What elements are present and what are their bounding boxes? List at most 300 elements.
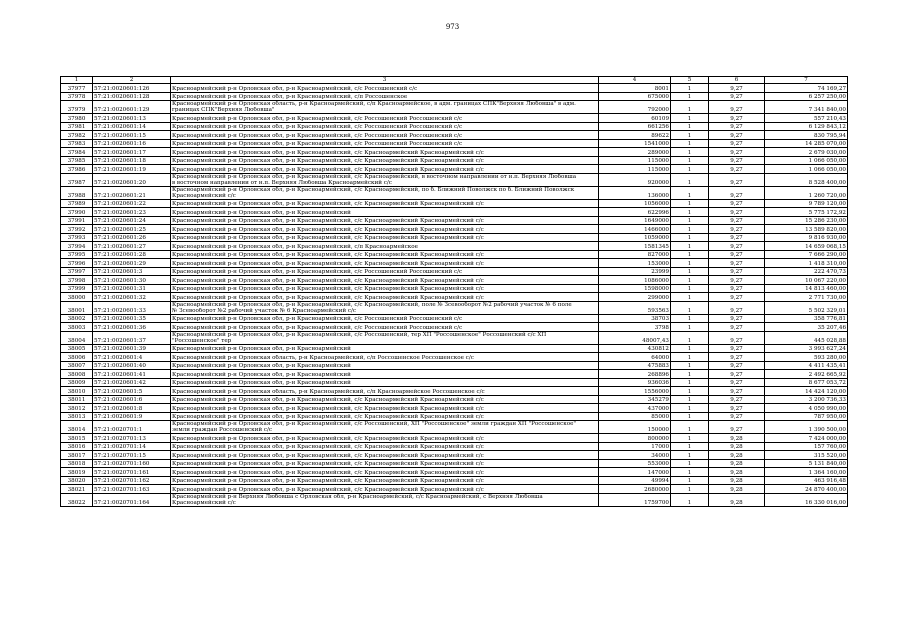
area-value: 661256 [599, 122, 671, 131]
rate-value: 9,27 [709, 259, 765, 268]
rate-value: 9,27 [709, 216, 765, 225]
rate-value: 9,27 [709, 186, 765, 199]
address-line: Красноармейский р-н Орловская обл, р-н Красноармейский, с/с Красноармейский Красноармейский с/с [172, 405, 484, 412]
cadastral-number: 57:21:0020701:13 [93, 434, 171, 443]
address-cell [171, 216, 599, 225]
area-value: 2680000 [599, 485, 671, 494]
rate-value: 9,27 [709, 148, 765, 157]
cadastral-number: 57:21:0020601:35 [93, 314, 171, 323]
rate-value: 9,27 [709, 131, 765, 140]
cadastral-value: 1 390 500,00 [765, 421, 848, 434]
table-row [61, 208, 848, 217]
address-line: Красноармейский р-н Орловская область, р-н Красноармейский, с/п Россошенское Россошенское с/с [172, 354, 474, 361]
column-header: 4 [599, 77, 671, 84]
table-row [61, 267, 848, 276]
address-cell [171, 412, 599, 421]
cadastral-value: 14 813 460,00 [765, 284, 848, 293]
address-line: Красноармейский р-н Орловская обл, р-н Красноармейский, с/с Красноармейский Красноармейский с/с [172, 277, 484, 284]
coefficient-value: 1 [671, 259, 709, 268]
table-row [61, 485, 848, 494]
coefficient-value: 1 [671, 404, 709, 413]
address-cell [171, 468, 599, 477]
column-header: 2 [93, 77, 171, 84]
area-value: 1466000 [599, 225, 671, 234]
coefficient-value: 1 [671, 92, 709, 101]
address-cell [171, 344, 599, 353]
cadastral-value: 1 364 160,00 [765, 468, 848, 477]
table-row [61, 434, 848, 443]
table-row [61, 442, 848, 451]
rate-value: 9,27 [709, 361, 765, 370]
header-row [61, 77, 848, 84]
address-line: в восточном направлении от н.п. Верхняя Любовша Красноармейский с/с [172, 179, 392, 186]
rate-value: 9,28 [709, 476, 765, 485]
cadastral-number: 57:21:0020601:15 [93, 131, 171, 140]
table-row [61, 131, 848, 140]
cadastral-value: 8 677 053,72 [765, 378, 848, 387]
land-register-table [60, 76, 848, 507]
cadastral-value: 8 528 400,00 [765, 173, 848, 186]
table-row [61, 314, 848, 323]
address-cell [171, 259, 599, 268]
coefficient-value: 1 [671, 434, 709, 443]
address-cell [171, 284, 599, 293]
address-line: Красноармейский р-н Орловская обл, р-н Красноармейский, с/с Красноармейский Красноармейский с/с [172, 414, 484, 420]
cadastral-number: 57:21:0020601:24 [93, 216, 171, 225]
address-cell [171, 395, 599, 404]
cadastral-value: 1 066 050,00 [765, 156, 848, 165]
address-cell [171, 165, 599, 174]
cadastral-value: 14 285 070,00 [765, 139, 848, 148]
row-number: 37995 [61, 250, 93, 259]
address-cell [171, 250, 599, 259]
area-value: 48007,43 [599, 331, 671, 344]
row-number: 38011 [61, 395, 93, 404]
address-line: Красноармейский р-н Орловская обл, р-н Красноармейский, с/с Россошенский с/с [172, 85, 418, 92]
area-value: 153000 [599, 259, 671, 268]
coefficient-value: 1 [671, 323, 709, 332]
coefficient-value: 1 [671, 199, 709, 208]
row-number: 37994 [61, 242, 93, 251]
address-line: Красноармейский р-н Орловская обл, р-н Красноармейский, с/с Красноармейский Красноармейский с/с [172, 235, 484, 241]
row-number: 38010 [61, 387, 93, 396]
address-line: Красноармейский р-н Орловская обл, р-н Красноармейский, с/с Красноармейский Красноармейский с/с [172, 478, 484, 484]
coefficient-value: 1 [671, 156, 709, 165]
rate-value: 9,27 [709, 139, 765, 148]
rate-value: 9,27 [709, 284, 765, 293]
address-line: Красноармейский р-н Орловская обл, р-н Красноармейский, с/с Красноармейский Красноармейский с/с [172, 201, 484, 207]
cadastral-number: 57:21:0020601:6 [93, 395, 171, 404]
cadastral-value: 35 207,46 [765, 323, 848, 332]
coefficient-value: 1 [671, 476, 709, 485]
address-line: Красноармейский р-н Орловская обл, р-н Красноармейский, с/с Россошенский Россошенский с/с [172, 132, 463, 139]
address-line: Красноармейский р-н Орловская обл, р-н Красноармейский, с/с Россошенский Россошенский с/с [172, 115, 463, 122]
address-line: Красноармейский р-н Орловская обл, р-н Красноармейский, с/с Красноармейский Красноармейский с/с [172, 469, 484, 476]
address-line: Красноармейский р-н Орловская обл, р-н Красноармейский, с/п Россошенское [172, 94, 408, 100]
area-value: 1059000 [599, 233, 671, 242]
table-row [61, 242, 848, 251]
area-value: 1086000 [599, 276, 671, 285]
coefficient-value: 1 [671, 451, 709, 460]
coefficient-value: 1 [671, 173, 709, 186]
coefficient-value: 1 [671, 378, 709, 387]
table-row [61, 493, 848, 506]
row-number: 38000 [61, 293, 93, 302]
address-cell [171, 131, 599, 140]
cadastral-number: 57:21:0020601:14 [93, 122, 171, 131]
address-cell [171, 92, 599, 101]
area-value: 1556000 [599, 387, 671, 396]
area-value: 1541000 [599, 139, 671, 148]
table-row [61, 148, 848, 157]
address-cell [171, 114, 599, 123]
table-row [61, 344, 848, 353]
cadastral-number: 57:21:0020601:5 [93, 387, 171, 396]
row-number: 38008 [61, 370, 93, 379]
address-cell [171, 493, 599, 506]
table-row [61, 404, 848, 413]
coefficient-value: 1 [671, 267, 709, 276]
address-line: Красноармейский р-н Верхняя Любовша с Орловская обл, р-н Красноармейский, с/с Красноармейский, с Верхняя Любовша [172, 493, 543, 500]
cadastral-value: 13 589 820,00 [765, 225, 848, 234]
area-value: 792000 [599, 101, 671, 114]
address-cell [171, 451, 599, 460]
area-value: 115000 [599, 165, 671, 174]
area-value: 136000 [599, 186, 671, 199]
row-number: 37988 [61, 186, 93, 199]
column-header: 1 [61, 77, 93, 84]
address-cell [171, 101, 599, 114]
cadastral-value: 315 520,00 [765, 451, 848, 460]
table-row [61, 361, 848, 370]
address-cell [171, 156, 599, 165]
cadastral-number: 57:21:0020601:8 [93, 404, 171, 413]
area-value: 827000 [599, 250, 671, 259]
table-row [61, 173, 848, 186]
rate-value: 9,27 [709, 276, 765, 285]
coefficient-value: 1 [671, 216, 709, 225]
row-number: 37998 [61, 276, 93, 285]
area-value: 85000 [599, 412, 671, 421]
coefficient-value: 1 [671, 370, 709, 379]
cadastral-value: 24 870 400,00 [765, 485, 848, 494]
rate-value: 9,28 [709, 451, 765, 460]
cadastral-number: 57:21:0020601:37 [93, 331, 171, 344]
area-value: 1598000 [599, 284, 671, 293]
row-number: 37984 [61, 148, 93, 157]
cadastral-number: 57:21:0020601:19 [93, 165, 171, 174]
coefficient-value: 1 [671, 122, 709, 131]
rate-value: 9,27 [709, 421, 765, 434]
address-line: Красноармейский р-н Орловская обл, р-н Красноармейский [172, 346, 351, 352]
coefficient-value: 1 [671, 493, 709, 506]
table-row [61, 395, 848, 404]
cadastral-value: 7 424 000,00 [765, 434, 848, 443]
rate-value: 9,27 [709, 353, 765, 362]
address-cell [171, 186, 599, 199]
area-value: 1649000 [599, 216, 671, 225]
coefficient-value: 1 [671, 148, 709, 157]
address-cell [171, 404, 599, 413]
table-row [61, 101, 848, 114]
table-row [61, 387, 848, 396]
address-cell [171, 459, 599, 468]
row-number: 37991 [61, 216, 93, 225]
row-number: 38006 [61, 353, 93, 362]
cadastral-number: 57:21:0020601:28 [93, 250, 171, 259]
address-line: Красноармейский р-н Орловская обл, р-н Красноармейский, с/с Красноармейский Красноармейский с/с [172, 226, 484, 233]
table-row [61, 92, 848, 101]
address-cell [171, 442, 599, 451]
address-cell [171, 421, 599, 434]
table-row [61, 114, 848, 123]
cadastral-number: 57:21:0020601:36 [93, 323, 171, 332]
cadastral-value: 14 424 120,00 [765, 387, 848, 396]
row-number: 37990 [61, 208, 93, 217]
table-row [61, 353, 848, 362]
cadastral-value: 5 775 172,92 [765, 208, 848, 217]
row-number: 38009 [61, 378, 93, 387]
cadastral-number: 57:21:0020601:41 [93, 370, 171, 379]
row-number: 38002 [61, 314, 93, 323]
rate-value: 9,27 [709, 199, 765, 208]
address-line: Красноармейский р-н Орловская обл, р-н Красноармейский, с/с Красноармейский Красноармейский с/с [172, 260, 484, 267]
cadastral-value: 2 679 030,00 [765, 148, 848, 157]
coefficient-value: 1 [671, 331, 709, 344]
cadastral-value: 14 659 068,15 [765, 242, 848, 251]
rate-value: 9,27 [709, 156, 765, 165]
cadastral-value: 157 760,00 [765, 442, 848, 451]
rate-value: 9,28 [709, 468, 765, 477]
cadastral-value: 3 200 736,33 [765, 395, 848, 404]
cadastral-number: 57:21:0020701:14 [93, 442, 171, 451]
coefficient-value: 1 [671, 208, 709, 217]
cadastral-value: 5 131 840,00 [765, 459, 848, 468]
address-cell [171, 199, 599, 208]
cadastral-number: 57:21:0020601:26 [93, 233, 171, 242]
address-cell [171, 242, 599, 251]
cadastral-number: 57:21:0020601:9 [93, 412, 171, 421]
row-number: 37985 [61, 156, 93, 165]
row-number: 38019 [61, 468, 93, 477]
cadastral-number: 57:21:0020601:20 [93, 173, 171, 186]
cadastral-number: 57:21:0020701:15 [93, 451, 171, 460]
coefficient-value: 1 [671, 284, 709, 293]
cadastral-value: 16 330 016,00 [765, 493, 848, 506]
address-cell [171, 148, 599, 157]
address-cell [171, 353, 599, 362]
area-value: 8001 [599, 84, 671, 93]
area-value: 675000 [599, 92, 671, 101]
cadastral-number: 57:21:0020601:17 [93, 148, 171, 157]
cadastral-number: 57:21:0020601:126 [93, 84, 171, 93]
row-number: 37983 [61, 139, 93, 148]
row-number: 38007 [61, 361, 93, 370]
coefficient-value: 1 [671, 353, 709, 362]
cadastral-number: 57:21:0020601:42 [93, 378, 171, 387]
area-value: 936036 [599, 378, 671, 387]
address-line: Красноармейский р-н Орловская область, р-н Красноармейский, с/п Красноармейское, в адм. границах СПК"Верхняя Любовша" в адм. [172, 101, 576, 107]
area-value: 150000 [599, 421, 671, 434]
address-cell [171, 293, 599, 302]
cadastral-value: 5 502 329,01 [765, 301, 848, 314]
area-value: 34000 [599, 451, 671, 460]
row-number: 38003 [61, 323, 93, 332]
coefficient-value: 1 [671, 412, 709, 421]
cadastral-number: 57:21:0020701:162 [93, 476, 171, 485]
cadastral-number: 57:21:0020601:16 [93, 139, 171, 148]
cadastral-number: 57:21:0020601:27 [93, 242, 171, 251]
table-row [61, 459, 848, 468]
address-cell [171, 323, 599, 332]
cadastral-number: 57:21:0020701:1 [93, 421, 171, 434]
address-line: Красноармейский р-н Орловская обл, р-н Красноармейский, с/с Россошенский, ХП "Россошенское" земли граждан ХП "Россошенское" [172, 421, 576, 427]
cadastral-value: 9 816 930,00 [765, 233, 848, 242]
cadastral-number: 57:21:0020701:161 [93, 468, 171, 477]
rate-value: 9,27 [709, 323, 765, 332]
area-value: 920000 [599, 173, 671, 186]
coefficient-value: 1 [671, 131, 709, 140]
table-row [61, 301, 848, 314]
area-value: 49994 [599, 476, 671, 485]
table-row [61, 412, 848, 421]
table-row [61, 259, 848, 268]
address-line: Красноармейский р-н Орловская обл, р-н Красноармейский, с/с Красноармейский, в восточном направлении от н.п. Верхняя Любовша [172, 173, 577, 180]
area-value: 64000 [599, 353, 671, 362]
cadastral-value: 3 993 627,24 [765, 344, 848, 353]
address-cell [171, 301, 599, 314]
address-line: Красноармейский р-н Орловская обл, р-н Красноармейский, с/с Красноармейский Красноармейский с/с [172, 149, 484, 156]
row-number: 37986 [61, 165, 93, 174]
cadastral-number: 57:21:0020601:22 [93, 199, 171, 208]
address-cell [171, 370, 599, 379]
address-cell [171, 331, 599, 344]
rate-value: 9,27 [709, 378, 765, 387]
address-line: Красноармейский р-н Орловская обл, р-н Красноармейский [172, 363, 351, 369]
area-value: 289000 [599, 148, 671, 157]
area-value: 38703 [599, 314, 671, 323]
address-line: Красноармейский р-н Орловская обл, р-н Красноармейский, с/с Красноармейский Красноармейский с/с [172, 452, 484, 459]
address-line: Красноармейский р-н Орловская обл, р-н Красноармейский, с/с Красноармейский, поле № Зсевооборот №2 рабочий участок № 6 поле [172, 301, 572, 308]
address-cell [171, 139, 599, 148]
area-value: 23999 [599, 267, 671, 276]
address-line: Красноармейский р-н Орловская обл, р-н Красноармейский [172, 371, 351, 378]
area-value: 299000 [599, 293, 671, 302]
coefficient-value: 1 [671, 421, 709, 434]
rate-value: 9,27 [709, 314, 765, 323]
address-line: Красноармейский р-н Орловская обл, р-н Красноармейский, с/с Красноармейский Красноармейский с/с [172, 166, 484, 173]
address-cell [171, 173, 599, 186]
row-number: 38004 [61, 331, 93, 344]
row-number: 38018 [61, 459, 93, 468]
address-cell [171, 208, 599, 217]
address-line: Красноармейский р-н Орловская обл, р-н Красноармейский, с/с Россошенский Россошенский с/с [172, 124, 463, 130]
cadastral-number: 57:21:0020601:33 [93, 301, 171, 314]
rate-value: 9,27 [709, 242, 765, 251]
coefficient-value: 1 [671, 250, 709, 259]
table-row [61, 476, 848, 485]
cadastral-number: 57:21:0020601:25 [93, 225, 171, 234]
rate-value: 9,27 [709, 404, 765, 413]
address-line: Красноармейский р-н Орловская обл, р-н Красноармейский, с/с Красноармейский Красноармейский с/с [172, 435, 484, 442]
area-value: 147000 [599, 468, 671, 477]
address-line: Красноармейский р-н Орловская обл, р-н Красноармейский, с/с Красноармейский, по б. Ближний Поволжск по б. Ближний Поволжск [172, 186, 575, 193]
cadastral-value: 7 341 840,00 [765, 101, 848, 114]
row-number: 37982 [61, 131, 93, 140]
address-line: Красноармейский с/с [172, 192, 236, 199]
table-row [61, 233, 848, 242]
table-row [61, 451, 848, 460]
coefficient-value: 1 [671, 114, 709, 123]
row-number: 37980 [61, 114, 93, 123]
row-number: 37981 [61, 122, 93, 131]
cadastral-value: 9 789 120,00 [765, 199, 848, 208]
rate-value: 9,27 [709, 101, 765, 114]
address-line: Красноармейский р-н Орловская обл, р-н Красноармейский, с/с Россошенский Россошенский с/с [172, 141, 463, 147]
row-number: 38020 [61, 476, 93, 485]
row-number: 37977 [61, 84, 93, 93]
rate-value: 9,27 [709, 208, 765, 217]
coefficient-value: 1 [671, 84, 709, 93]
area-value: 3798 [599, 323, 671, 332]
cadastral-number: 57:21:0020601:23 [93, 208, 171, 217]
area-value: 60109 [599, 114, 671, 123]
coefficient-value: 1 [671, 361, 709, 370]
address-cell [171, 476, 599, 485]
area-value: 430812 [599, 344, 671, 353]
column-header: 6 [709, 77, 765, 84]
rate-value: 9,28 [709, 493, 765, 506]
area-value: 345279 [599, 395, 671, 404]
row-number: 38005 [61, 344, 93, 353]
cadastral-value: 6 129 843,12 [765, 122, 848, 131]
cadastral-value: 445 028,88 [765, 331, 848, 344]
rate-value: 9,27 [709, 267, 765, 276]
rate-value: 9,27 [709, 92, 765, 101]
cadastral-number: 57:21:0020601:39 [93, 344, 171, 353]
coefficient-value: 1 [671, 165, 709, 174]
address-cell [171, 361, 599, 370]
cadastral-value: 1 260 720,00 [765, 186, 848, 199]
address-line: границах СПК"Верхняя Любовша" [172, 107, 275, 113]
cadastral-value: 4 050 990,00 [765, 404, 848, 413]
rate-value: 9,28 [709, 459, 765, 468]
cadastral-value: 830 795,94 [765, 131, 848, 140]
rate-value: 9,28 [709, 485, 765, 494]
cadastral-number: 57:21:0020701:164 [93, 493, 171, 506]
area-value: 1581345 [599, 242, 671, 251]
address-cell [171, 267, 599, 276]
row-number: 38013 [61, 412, 93, 421]
row-number: 37987 [61, 173, 93, 186]
coefficient-value: 1 [671, 186, 709, 199]
coefficient-value: 1 [671, 485, 709, 494]
address-cell [171, 387, 599, 396]
address-line: Красноармейский р-н Орловская обл, р-н Красноармейский, с/с Красноармейский Красноармейский с/с [172, 461, 484, 467]
column-header: 7 [765, 77, 848, 84]
address-line: Красноармейский р-н Орловская обл, р-н Красноармейский, с/с Россошенский Россошенский с/с [172, 316, 463, 322]
rate-value: 9,27 [709, 114, 765, 123]
row-number: 38017 [61, 451, 93, 460]
cadastral-number: 57:21:0020601:3 [93, 267, 171, 276]
rate-value: 9,27 [709, 122, 765, 131]
address-line: Красноармейский с/с [172, 499, 236, 506]
table-row [61, 250, 848, 259]
row-number: 38014 [61, 421, 93, 434]
coefficient-value: 1 [671, 139, 709, 148]
table-row [61, 276, 848, 285]
table-row [61, 331, 848, 344]
